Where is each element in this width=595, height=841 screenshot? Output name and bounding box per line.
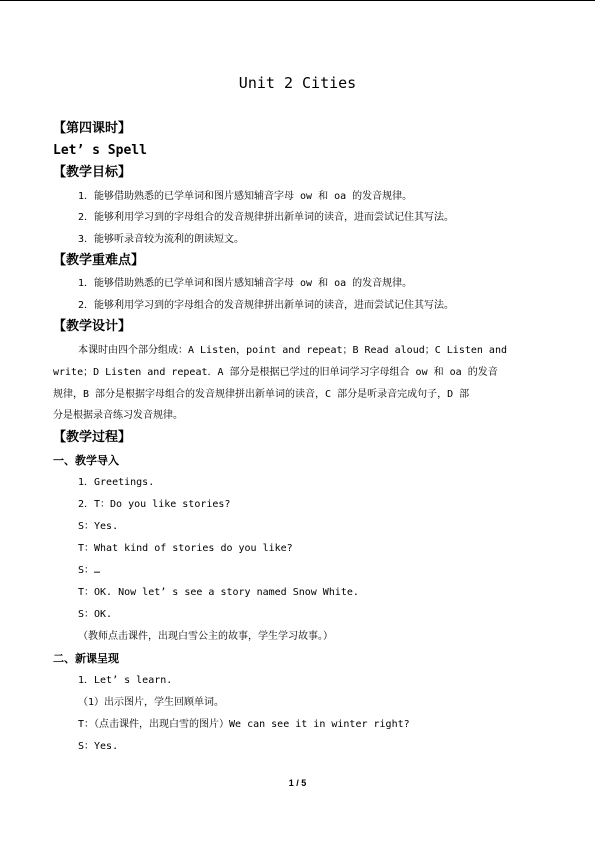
- objective-item: 1．能够借助熟悉的已学单词和图片感知辅音字母 ow 和 oa 的发音规律。: [78, 191, 413, 202]
- key-points-heading: 【教学重难点】: [53, 253, 145, 268]
- process-line: （1）出示图片，学生回顾单词。: [78, 697, 225, 708]
- objective-item: 3．能够听录音较为流利的朗读短文。: [78, 234, 245, 245]
- process-line: 2．T：Do you like stories?: [78, 499, 231, 510]
- process-line: S：…: [78, 565, 101, 576]
- process-line: T：OK. Now let’ s see a story named Snow White.: [78, 587, 359, 598]
- design-paragraph-line: write；D Listen and repeat．A 部分是根据已学过的旧单词学习字母组合 ow 和 oa 的发音: [53, 367, 498, 378]
- process-line: S：Yes.: [78, 521, 119, 532]
- page-number: 1 / 5: [288, 778, 307, 788]
- design-paragraph-line: 本课时由四个部分组成：A Listen，point and repeat；B Read aloud；C Listen and: [78, 345, 507, 356]
- process-line: 1．Let’ s learn.: [78, 675, 173, 686]
- objectives-heading: 【教学目标】: [53, 165, 132, 180]
- section-title: 二、新课呈现: [53, 652, 119, 665]
- process-line: S：Yes.: [78, 741, 119, 752]
- design-heading: 【教学设计】: [53, 319, 132, 334]
- lesson-heading: 【第四课时】: [53, 121, 132, 136]
- design-paragraph-line: 分是根据录音练习发音规律。: [53, 410, 183, 421]
- section-title: 一、教学导入: [53, 454, 119, 467]
- process-line: 1．Greetings.: [78, 477, 155, 488]
- header-rule: [0, 0, 595, 1]
- document-title: Unit 2 Cities: [238, 74, 357, 92]
- objective-item: 2．能够利用学习到的字母组合的发音规律拼出新单词的读音，进而尝试记住其写法。: [78, 212, 455, 223]
- key-point-item: 2．能够利用学习到的字母组合的发音规律拼出新单词的读音，进而尝试记住其写法。: [78, 300, 455, 311]
- key-point-item: 1．能够借助熟悉的已学单词和图片感知辅音字母 ow 和 oa 的发音规律。: [78, 278, 413, 289]
- process-line: （教师点击课件，出现白雪公主的故事，学生学习故事。）: [78, 631, 333, 642]
- process-line: T：What kind of stories do you like?: [78, 543, 293, 554]
- process-heading: 【教学过程】: [53, 430, 132, 445]
- process-line: T：（点击课件，出现白雪的图片）We can see it in winter right?: [78, 719, 410, 730]
- design-paragraph-line: 规律，B 部分是根据字母组合的发音规律拼出新单词的读音，C 部分是听录音完成句子，D 部: [53, 389, 470, 400]
- process-line: S：OK.: [78, 609, 113, 620]
- lesson-name: Let’ s Spell: [53, 143, 147, 158]
